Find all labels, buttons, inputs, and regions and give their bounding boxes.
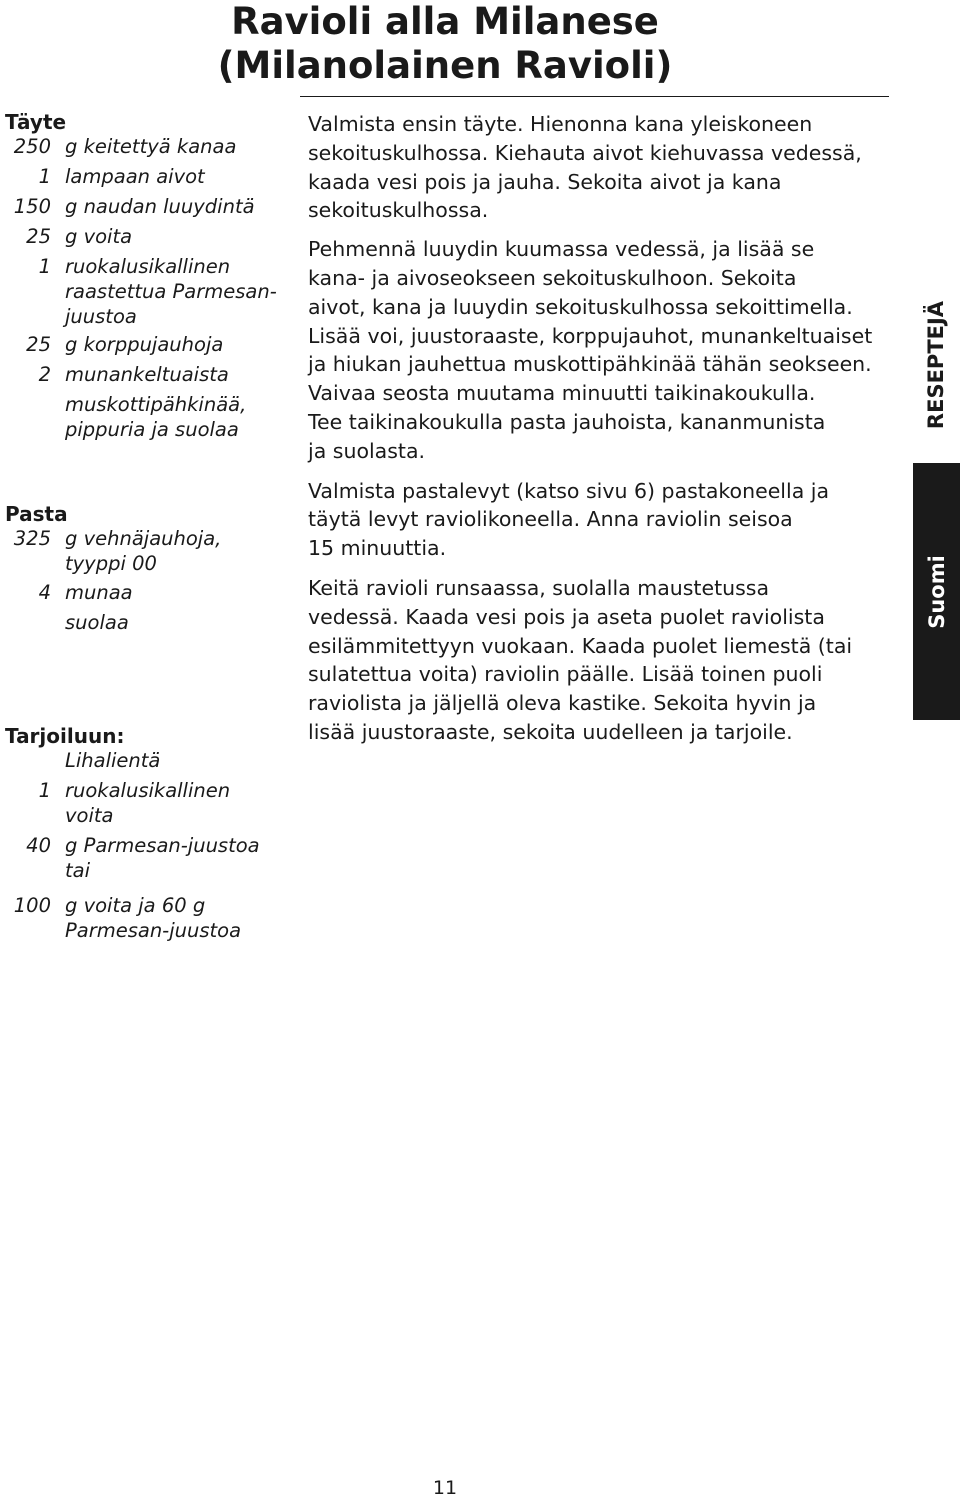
ingredient-name-line: munankeltuaista (65, 363, 229, 386)
instruction-line: Vaivaa seosta muutama minuutti taikinakoukulla. (308, 381, 816, 406)
instruction-line: Valmista ensin täyte. Hienonna kana yleiskoneen (308, 112, 813, 136)
ingredient-name (65, 224, 295, 249)
ingredient-quantity: 325 (13, 527, 51, 550)
ingredient-name-line: suolaa (65, 611, 129, 634)
ingredient-name-line: lampaan aivot (65, 165, 205, 188)
ingredient-name (65, 164, 295, 189)
ingredient-quantity: 2 (38, 363, 51, 386)
instruction-line: raviolista ja jäljellä oleva kastike. Sekoita hyvin ja (308, 691, 817, 716)
instruction-line: kana- ja aivoseokseen sekoituskulhoon. Sekoita (308, 265, 797, 290)
ingredient-quantity: 25 (26, 333, 51, 356)
instruction-line: Valmista pastalevyt (katso sivu 6) pastakoneella ja (308, 478, 830, 503)
ingredient-name-line: pippuria ja suolaa (65, 418, 239, 441)
ingredient-name (65, 254, 295, 329)
ingredient-name-line: Parmesan-juustoa (65, 919, 242, 942)
ingredient-name (65, 332, 295, 357)
instruction-line: kaada vesi pois ja jauha. Sekoita aivot ja kana (308, 169, 782, 194)
ingredient-name-line: g vehnäjauhoja, (65, 527, 222, 550)
ingredient-quantity: 100 (13, 894, 51, 917)
ingredient-name (65, 748, 295, 773)
ingredient-name-line: g keitettyä kanaa (65, 135, 237, 158)
ingredient-name-line: tai (65, 859, 91, 882)
instruction-line: täytä levyt raviolikoneella. Anna raviolin seisoa (308, 507, 793, 532)
instruction-line: Pehmennä luuydin kuumassa vedessä, ja lisää se (308, 237, 815, 262)
instruction-line: sekoituskulhossa. Kiehauta aivot kiehuvassa vedessä, (308, 140, 862, 165)
recipe-title (200, 0, 690, 88)
recipe-title-line-2: (Milanolainen Ravioli) (217, 44, 673, 87)
ingredient-heading-serving: Tarjoiluun: (5, 724, 125, 748)
instruction-line: ja suolasta. (308, 438, 426, 463)
ingredient-name-line: munaa (65, 581, 133, 604)
language-tab (913, 463, 960, 720)
ingredient-name (65, 362, 295, 387)
instruction-line: Keitä ravioli runsaassa, suolalla maustetussa (308, 575, 770, 600)
instruction-line: esilämmitettyyn vuokaan. Kaada puolet liemestä (tai (308, 633, 853, 658)
ingredient-quantity: 250 (13, 135, 51, 158)
ingredient-quantity: 4 (38, 581, 51, 604)
ingredient-heading-filling: Täyte (5, 110, 67, 134)
instruction-paragraph (308, 235, 898, 465)
language-tab-label: Suomi (924, 554, 949, 629)
ingredient-name-line: voita (65, 804, 114, 827)
ingredient-quantity: 1 (38, 779, 51, 802)
instruction-line: Lisää voi, juustoraaste, korppujauhot, munankeltuaiset (308, 323, 873, 348)
ingredient-name-line: ruokalusikallinen (65, 779, 231, 802)
ingredient-quantity: 1 (38, 255, 51, 278)
ingredient-name (65, 392, 295, 442)
ingredient-name (65, 580, 295, 605)
ingredient-name (65, 893, 295, 943)
ingredient-name-line: ruokalusikallinen (65, 255, 231, 278)
ingredient-name (65, 778, 295, 828)
ingredient-name (65, 610, 295, 635)
ingredient-name (65, 833, 295, 883)
page-number: 11 (432, 1477, 458, 1499)
ingredient-name (65, 134, 295, 159)
instruction-paragraph (308, 110, 898, 225)
ingredient-quantity: 1 (38, 165, 51, 188)
ingredient-name-line: raastettua Parmesan- (65, 280, 277, 303)
instruction-line: sulatettua voita) raviolin päälle. Lisää toinen puoli (308, 662, 823, 687)
instruction-paragraph (308, 477, 898, 563)
ingredient-quantity: 25 (26, 225, 51, 248)
ingredient-name (65, 194, 295, 219)
instruction-line: sekoituskulhossa. (308, 198, 489, 223)
ingredient-name-line: muskottipähkinää, (65, 393, 247, 416)
instruction-line: Tee taikinakoukulla pasta jauhoista, kananmunista (308, 409, 826, 434)
section-tab-recipes (916, 290, 956, 440)
instructions-column (308, 110, 898, 747)
instruction-line: vedessä. Kaada vesi pois ja aseta puolet raviolista (308, 604, 825, 629)
instruction-paragraph (308, 574, 898, 747)
instruction-line: aivot, kana ja luuydin sekoituskulhossa sekoittimella. (308, 294, 853, 319)
ingredient-name-line: g Parmesan-juustoa (65, 834, 260, 857)
ingredient-name-line: g voita ja 60 g (65, 894, 206, 917)
ingredient-name-line: g voita (65, 225, 133, 248)
instruction-line: ja hiukan jauhettua muskottipähkinää tähän seokseen. (308, 352, 872, 377)
ingredient-name-line: Lihalientä (65, 749, 161, 772)
ingredient-name-line: g naudan luuydintä (65, 195, 255, 218)
ingredient-name (65, 526, 295, 576)
section-tab-recipes-label: RESEPTEJÄ (924, 300, 948, 430)
ingredient-heading-pasta: Pasta (5, 502, 68, 526)
ingredient-quantity: 150 (13, 195, 51, 218)
instruction-line: lisää juustoraaste, sekoita uudelleen ja tarjoile. (308, 719, 793, 744)
instruction-line: 15 minuuttia. (308, 536, 447, 561)
ingredient-name-line: g korppujauhoja (65, 333, 224, 356)
title-divider (300, 96, 889, 97)
recipe-title-line-1: Ravioli alla Milanese (231, 0, 659, 43)
ingredient-name-line: tyyppi 00 (65, 552, 157, 575)
ingredient-name-line: juustoa (65, 305, 137, 328)
ingredient-quantity: 40 (26, 834, 51, 857)
